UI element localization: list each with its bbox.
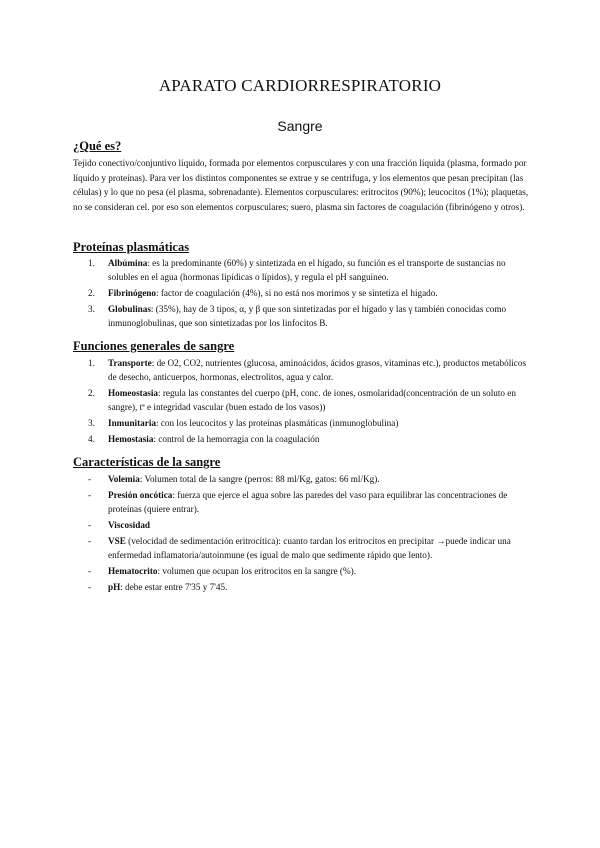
list-marker: - [88, 582, 92, 592]
list-caracteristicas [88, 472, 528, 596]
list-marker: 2. [88, 388, 95, 398]
list-item [88, 386, 528, 414]
item-term: Viscosidad [108, 520, 151, 530]
list-marker: - [88, 520, 92, 530]
list-item [88, 580, 528, 594]
list-item [88, 256, 528, 284]
heading-funciones: Funciones generales de sangre [73, 339, 235, 353]
item-text: : debe estar entre 7'35 y 7'45. [120, 582, 228, 592]
item-term: Presión oncótica [108, 490, 173, 500]
heading-proteinas: Proteínas plasmáticas [73, 240, 190, 254]
item-text: : regula las constantes del cuerpo (pH, conc. de iones, osmolaridad(concentración de un soluto en sangre), tª e integridad vascular (buen estado de los vasos)) [108, 388, 516, 412]
list-item [88, 488, 528, 516]
list-proteinas [88, 256, 528, 332]
item-text: : es la predominante (60%) y sintetizada en el hígado, su función es el transporte de sustancias no solubles en el agua (hormonas lipídicas o lípidos), y regula el pH sanguíneo. [108, 258, 506, 282]
item-term: Hemostasia [108, 434, 154, 444]
list-marker: 4. [88, 434, 95, 444]
item-term: VSE [108, 536, 126, 546]
paragraph-que-es: Tejido conectivo/conjuntivo líquido, formada por elementos corpusculares y con una fracción líquida (plasma, formado por líquido y proteínas). Para ver los distintos componentes se extrae y se centrifuga, y los elementos que pesan precipitan (las células) y lo que no pesa (el plasma, sobrenadante). Elementos corpusculares: eritrocitos (90%); leucocitos (1%); plaquetas, no se consideran cel. por eso son elementos corpusculares; suero, plasma sin factores de coagulación (fibrinógeno y otros). [73, 158, 529, 212]
list-item [88, 286, 528, 300]
item-text: : Volumen total de la sangre (perros: 88 ml/Kg, gatos: 66 ml/Kg). [139, 474, 380, 484]
item-term: pH [108, 582, 121, 592]
list-funciones [88, 356, 528, 448]
page-title: APARATO CARDIORRESPIRATORIO [158, 76, 442, 95]
heading-caracteristicas: Características de la sangre [73, 455, 221, 469]
list-item [88, 534, 528, 562]
item-text: : factor de coagulación (4%), si no está nos morimos y se sintetiza el hígado. [155, 288, 438, 298]
list-item [88, 302, 528, 330]
list-marker: 1. [88, 358, 95, 368]
item-term: Volemia [108, 474, 140, 484]
item-term: Inmunitaria [108, 418, 156, 428]
list-marker: 3. [88, 418, 95, 428]
list-item [88, 416, 528, 430]
item-term: Homeostasia [108, 388, 159, 398]
list-item [88, 432, 528, 446]
item-text: : volumen que ocupan los eritrocitos en la sangre (%). [157, 566, 356, 576]
list-item [88, 472, 528, 486]
list-item [88, 518, 528, 532]
item-term: Globulinas [108, 304, 151, 314]
list-marker: 3. [88, 304, 95, 314]
item-term: Albúmina [108, 258, 148, 268]
item-text: (velocidad de sedimentación eritrocítica): cuanto tardan los eritrocitos en precipitar →puede indicar una enfermedad inflamatoria/autoinmune (es igual de malo que sedimente rápido que lento). [108, 536, 511, 560]
list-marker: - [88, 536, 92, 546]
list-marker: - [88, 474, 92, 484]
item-text: : control de la hemorragia con la coagulación [153, 434, 320, 444]
list-marker: 1. [88, 258, 95, 268]
list-marker: - [88, 490, 92, 500]
item-text: : fuerza que ejerce el agua sobre las paredes del vaso para equilibrar las concentraciones de proteínas (quiere entrar). [108, 490, 508, 514]
item-text: : (35%), hay de 3 tipos, α, y β que son sintetizadas por el hígado y las γ también conocidas como inmunoglobulinas, que son sintetizadas por los linfocitos B. [108, 304, 507, 328]
list-marker: 2. [88, 288, 95, 298]
item-term: Fibrinógeno [108, 288, 156, 298]
page-subtitle: Sangre [277, 118, 323, 134]
item-text: : con los leucocitos y las proteínas plasmáticas (inmunoglobulina) [156, 418, 399, 428]
list-marker: - [88, 566, 92, 576]
heading-que-es: ¿Qué es? [73, 139, 122, 153]
item-text: : de O2, CO2, nutrientes (glucosa, aminoácidos, ácidos grasos, vitaminas etc.), productos metabólicos de desecho, anticuerpos, hormonas, electrolitos, agua y calor. [108, 358, 527, 382]
item-term: Hematocrito [108, 566, 158, 576]
list-item [88, 564, 528, 578]
item-term: Transporte [108, 358, 152, 368]
list-item [88, 356, 528, 384]
